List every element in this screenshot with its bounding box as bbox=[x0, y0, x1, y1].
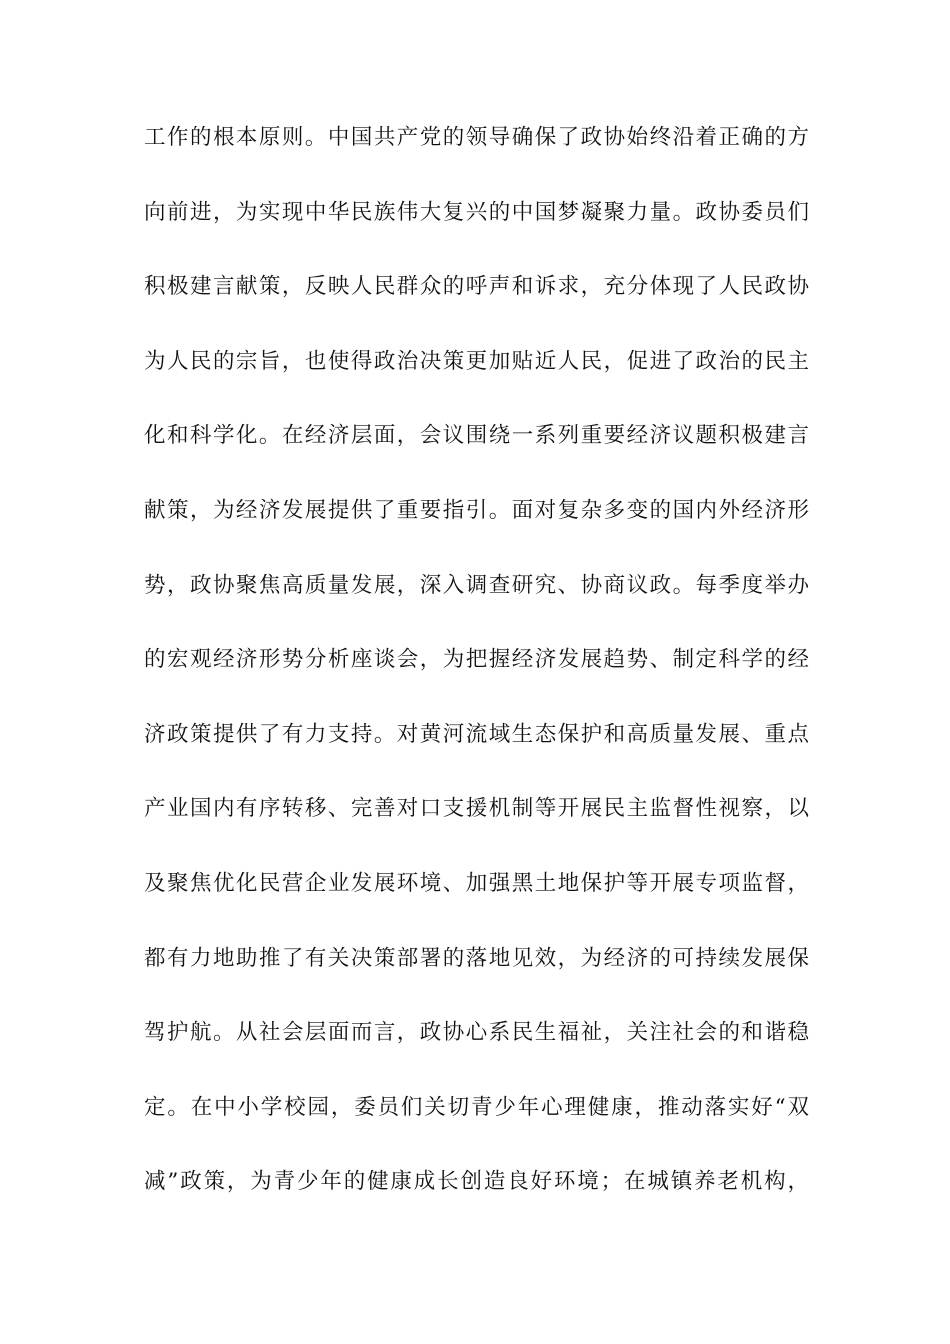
text-line-15: 减”政策，为青少年的健康成长创造良好环境；在城镇养老机构， bbox=[144, 1169, 809, 1195]
text-line-7: 势，政协聚焦高质量发展，深入调查研究、协商议政。每季度举办 bbox=[144, 572, 809, 598]
body-paragraph bbox=[144, 118, 809, 1237]
text-line-13: 驾护航。从社会层面而言，政协心系民生福祉，关注社会的和谐稳 bbox=[144, 1020, 809, 1046]
text-line-10: 产业国内有序转移、完善对口支援机制等开展民主监督性视察，以 bbox=[144, 796, 809, 822]
text-line-12: 都有力地助推了有关决策部署的落地见效，为经济的可持续发展保 bbox=[144, 945, 809, 971]
text-line-2: 向前进，为实现中华民族伟大复兴的中国梦凝聚力量。政协委员们 bbox=[144, 199, 809, 225]
text-line-6: 献策，为经济发展提供了重要指引。面对复杂多变的国内外经济形 bbox=[144, 497, 809, 523]
text-line-5: 化和科学化。在经济层面，会议围绕一系列重要经济议题积极建言 bbox=[144, 423, 809, 449]
text-line-1: 工作的根本原则。中国共产党的领导确保了政协始终沿着正确的方 bbox=[144, 125, 809, 150]
text-line-14: 定。在中小学校园，委员们关切青少年心理健康，推动落实好“双 bbox=[144, 1094, 809, 1120]
text-line-4: 为人民的宗旨，也使得政治决策更加贴近人民，促进了政治的民主 bbox=[144, 348, 809, 374]
text-line-11: 及聚焦优化民营企业发展环境、加强黑土地保护等开展专项监督， bbox=[144, 870, 809, 896]
text-line-8: 的宏观经济形势分析座谈会，为把握经济发展趋势、制定科学的经 bbox=[144, 647, 809, 673]
text-line-9: 济政策提供了有力支持。对黄河流域生态保护和高质量发展、重点 bbox=[144, 721, 809, 747]
text-line-3: 积极建言献策，反映人民群众的呼声和诉求，充分体现了人民政协 bbox=[144, 274, 809, 300]
